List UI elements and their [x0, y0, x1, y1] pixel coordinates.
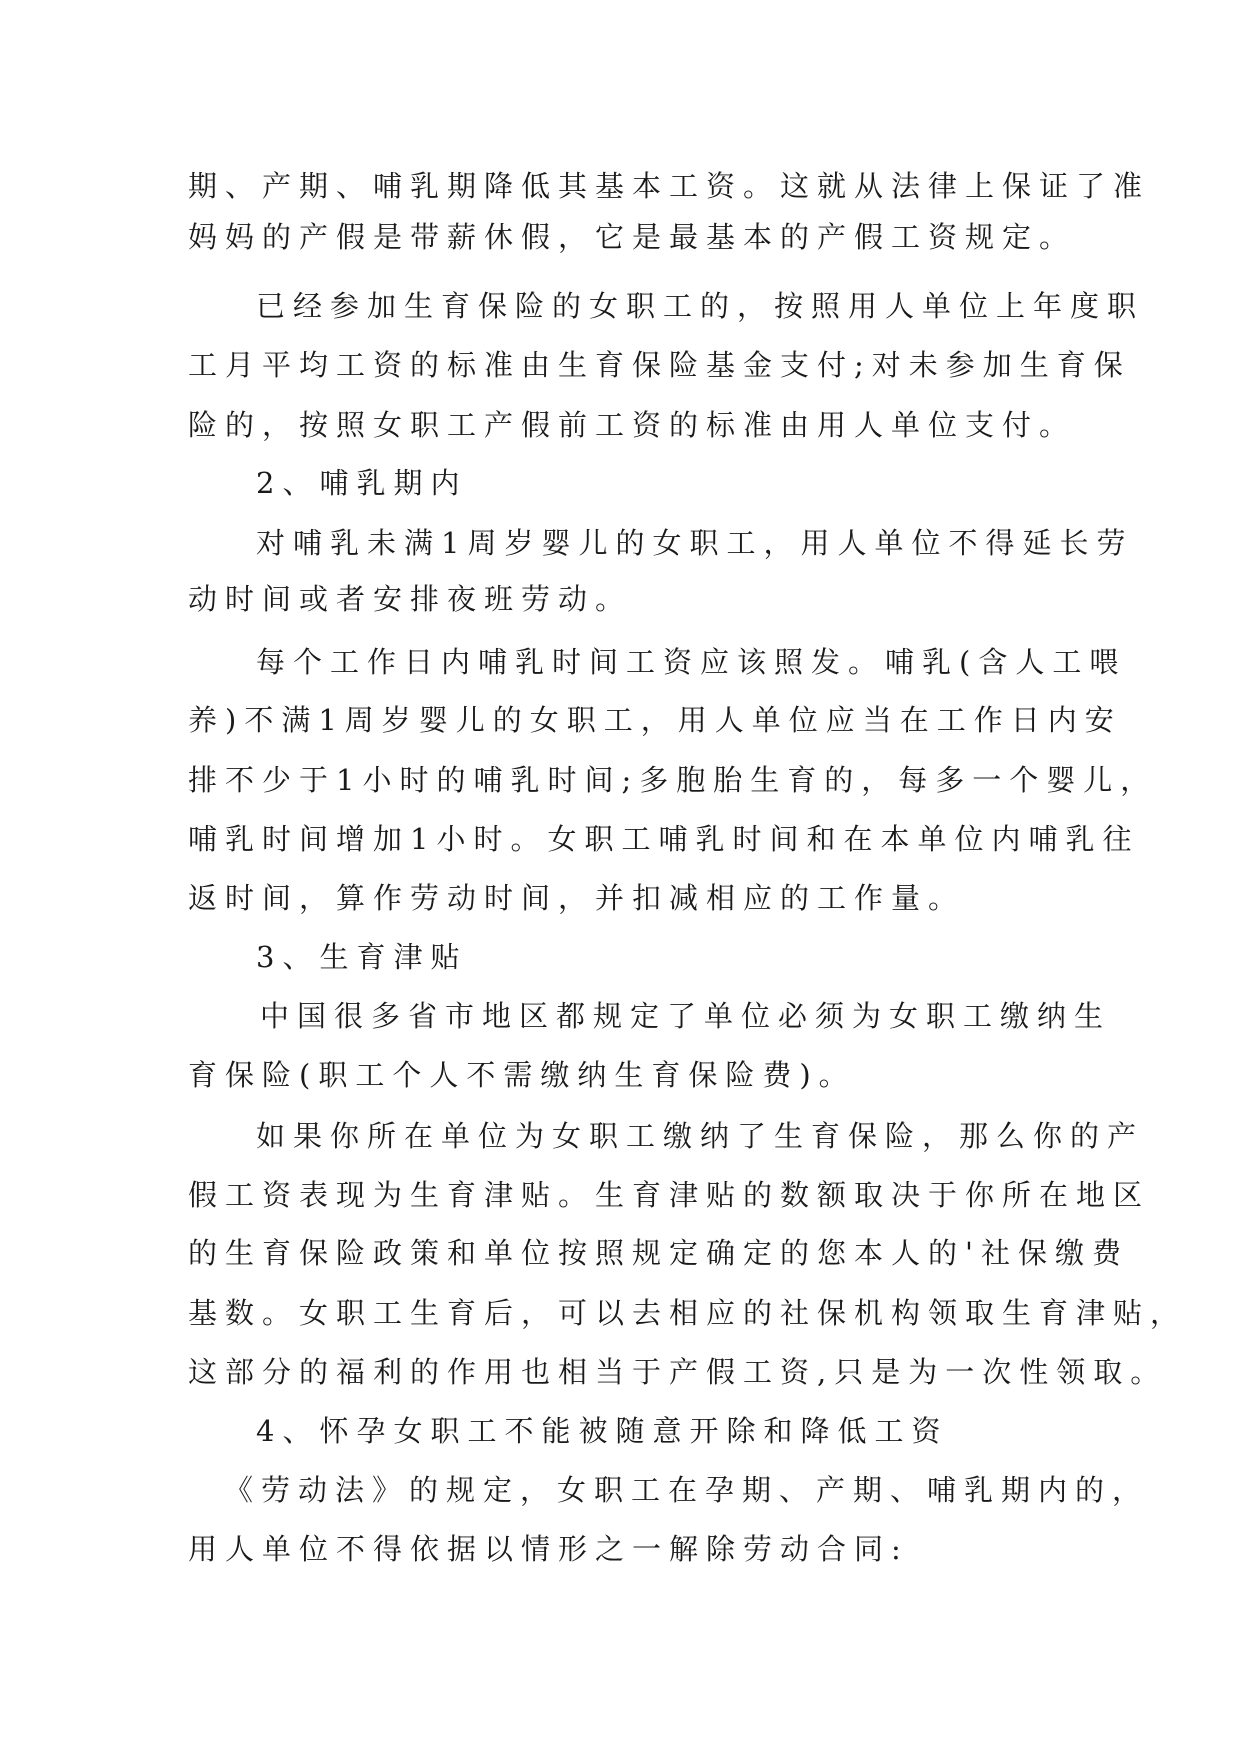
body-text-line: 如果你所在单位为女职工缴纳了生育保险，那么你的产 [256, 1119, 1145, 1153]
body-text-line: 哺乳时间增加1小时。女职工哺乳时间和在本单位内哺乳往 [188, 822, 1140, 856]
body-text-line: 对哺乳未满1周岁婴儿的女职工，用人单位不得延长劳 [256, 526, 1134, 560]
section-heading: 3、生育津贴 [256, 940, 468, 974]
body-text-line: 《劳动法》的规定，女职工在孕期、产期、哺乳期内的， [224, 1473, 1150, 1507]
body-text-line: 返时间，算作劳动时间，并扣减相应的工作量。 [188, 881, 966, 915]
section-heading: 4、怀孕女职工不能被随意开除和降低工资 [256, 1414, 949, 1448]
body-text-line: 险的，按照女职工产假前工资的标准由用人单位支付。 [188, 408, 1077, 442]
body-text-line: 假工资表现为生育津贴。生育津贴的数额取决于你所在地区 [188, 1178, 1151, 1212]
body-text-line: 妈妈的产假是带薪休假，它是最基本的产假工资规定。 [188, 220, 1077, 254]
body-text-line: 每个工作日内哺乳时间工资应该照发。哺乳(含人工喂 [256, 645, 1127, 679]
body-text-line: 已经参加生育保险的女职工的，按照用人单位上年度职 [256, 289, 1145, 323]
section-heading: 2、哺乳期内 [256, 466, 468, 500]
body-text-line: 这部分的福利的作用也相当于产假工资,只是为一次性领取。 [188, 1355, 1168, 1389]
body-text-line: 基数。女职工生育后，可以去相应的社保机构领取生育津贴， [188, 1296, 1188, 1330]
body-text-line: 动时间或者安排夜班劳动。 [188, 582, 633, 616]
body-text-line: 的生育保险政策和单位按照规定确定的您本人的'社保缴费 [188, 1236, 1129, 1270]
body-text-line: 排不少于1小时的哺乳时间;多胞胎生育的，每多一个婴儿， [188, 763, 1158, 797]
body-text-line: 用人单位不得依据以情形之一解除劳动合同: [188, 1532, 909, 1566]
body-text-line: 中国很多省市地区都规定了单位必须为女职工缴纳生 [260, 999, 1112, 1033]
body-text-line: 期、产期、哺乳期降低其基本工资。这就从法律上保证了准 [188, 169, 1151, 203]
body-text-line: 育保险(职工个人不需缴纳生育保险费)。 [188, 1058, 856, 1092]
body-text-line: 工月平均工资的标准由生育保险基金支付;对未参加生育保 [188, 348, 1131, 382]
body-text-line: 养)不满1周岁婴儿的女职工，用人单位应当在工作日内安 [188, 703, 1122, 737]
